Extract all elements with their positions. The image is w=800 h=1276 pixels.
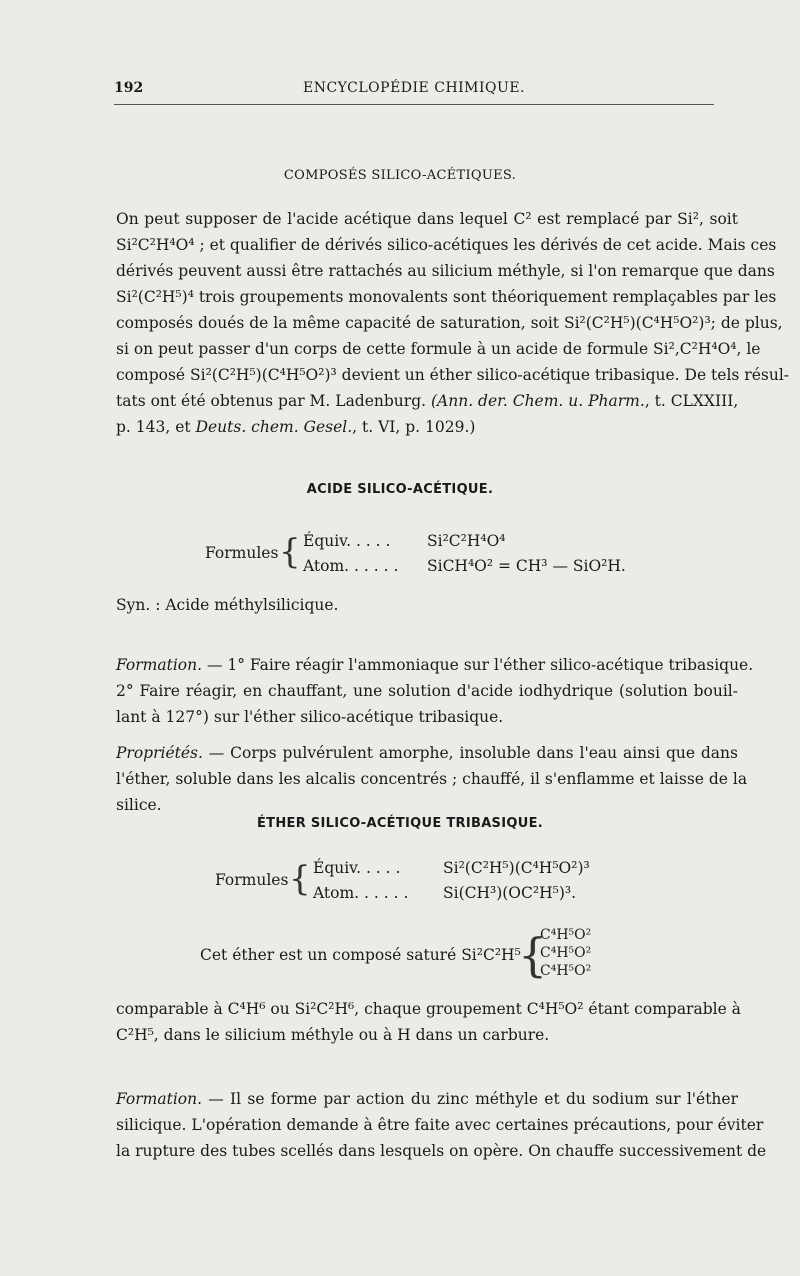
text-line: 2° Faire réagir, en chauffant, une solution d'acide iodhydrique (solution bouil- bbox=[116, 682, 738, 700]
text-line: lant à 127°) sur l'éther silico-acétique tribasique. bbox=[116, 708, 504, 726]
text-line: Formation. — Il se forme par action du zinc méthyle et du sodium sur l'éther bbox=[116, 1090, 738, 1108]
paragraph-composes bbox=[116, 206, 790, 440]
text-line: On peut supposer de l'acide acétique dans lequel C² est remplacé par Si², soit bbox=[116, 210, 738, 228]
group-formula: C⁴H⁵O² bbox=[540, 963, 592, 979]
paragraph-comparable bbox=[116, 996, 741, 1048]
header-rule bbox=[114, 104, 714, 105]
text-line: Propriétés. — Corps pulvérulent amorphe, insoluble dans l'eau ainsi que dans bbox=[116, 744, 738, 762]
synonym-line: Syn. : Acide méthylsilicique. bbox=[116, 596, 339, 614]
formulas-acide bbox=[205, 530, 645, 584]
text-line: p. 143, et Deuts. chem. Gesel., t. VI, p. 1029.) bbox=[116, 418, 476, 436]
text-line: comparable à C⁴H⁶ ou Si²C²H⁶, chaque groupement C⁴H⁵O² étant comparable à bbox=[116, 1000, 741, 1018]
formulas-label: Formules bbox=[215, 871, 289, 889]
paragraph-proprietes bbox=[116, 740, 748, 818]
text-line: composés doués de la même capacité de saturation, soit Si²(C²H⁵)(C⁴H⁵O²)³; de plus, bbox=[116, 314, 783, 332]
ether-text: Cet éther est un composé saturé Si²C²H⁵ bbox=[200, 946, 521, 964]
text-line: silice. bbox=[116, 796, 162, 814]
formulas-label: Formules bbox=[205, 544, 279, 562]
text-line: dérivés peuvent aussi être rattachés au silicium méthyle, si l'on remarque que dans bbox=[116, 262, 775, 280]
text-line: silicique. L'opération demande à être faite avec certaines précautions, pour éviter bbox=[116, 1116, 764, 1134]
page-number: 192 bbox=[114, 80, 144, 96]
text-line: C²H⁵, dans le silicium méthyle ou à H dans un carbure. bbox=[116, 1026, 550, 1044]
brace-symbol: { bbox=[279, 532, 301, 572]
text-line: composé Si²(C²H⁵)(C⁴H⁵O²)³ devient un éther silico-acétique tribasique. De tels résul- bbox=[116, 366, 790, 384]
running-title: ENCYCLOPÉDIE CHIMIQUE. bbox=[303, 80, 525, 96]
text-line: Si²(C²H⁵)⁴ trois groupements monovalents sont théoriquement remplaçables par les bbox=[116, 288, 777, 306]
equiv-formula: Si²C²H⁴O⁴ bbox=[427, 532, 506, 550]
text-line: Formation. — 1° Faire réagir l'ammoniaque sur l'éther silico-acétique tribasique. bbox=[116, 656, 754, 674]
text-line: Si²C²H⁴O⁴ ; et qualifier de dérivés silico-acétiques les dérivés de cet acide. Mais ces bbox=[116, 236, 777, 254]
atom-label: Atom. . . . . . bbox=[313, 884, 409, 902]
group-formula: C⁴H⁵O² bbox=[540, 945, 592, 961]
page-header bbox=[114, 80, 714, 102]
atom-label: Atom. . . . . . bbox=[303, 557, 399, 575]
section-title-acide: ACIDE SILICO-ACÉTIQUE. bbox=[306, 482, 494, 497]
equiv-formula: Si²(C²H⁵)(C⁴H⁵O²)³ bbox=[443, 859, 590, 877]
formulas-ether bbox=[215, 857, 655, 911]
brace-symbol: { bbox=[289, 859, 311, 899]
reference-berichte: Deuts. chem. Gesel. bbox=[195, 418, 353, 436]
equiv-label: Équiv. . . . . bbox=[313, 859, 401, 877]
text-line: si on peut passer d'un corps de cette formule à un acide de formule Si²,C²H⁴O⁴, le bbox=[116, 340, 761, 358]
paragraph-formation-acide bbox=[116, 652, 754, 730]
section-title-composes: COMPOSÉS SILICO-ACÉTIQUES. bbox=[283, 168, 517, 183]
atom-formula: SiCH⁴O² = CH³ — SiO²H. bbox=[427, 557, 626, 575]
text-line: tats ont été obtenus par M. Ladenburg. (Ann. der. Chem. u. Pharm., t. CLXXIII, bbox=[116, 392, 739, 410]
group-stack bbox=[540, 926, 591, 980]
equiv-label: Équiv. . . . . bbox=[303, 532, 391, 550]
text-line: la rupture des tubes scellés dans lesquels on opère. On chauffe successivement de bbox=[116, 1142, 767, 1160]
proprietes-label: Propriétés. bbox=[116, 744, 203, 762]
text-line: l'éther, soluble dans les alcalis concentrés ; chauffé, il s'enflamme et laisse de la bbox=[116, 770, 748, 788]
group-formula: C⁴H⁵O² bbox=[540, 927, 592, 943]
brace-symbol: { bbox=[518, 928, 548, 982]
ether-composition bbox=[200, 924, 620, 990]
formation-label: Formation. bbox=[116, 1090, 203, 1108]
formation-label: Formation. bbox=[116, 656, 203, 674]
section-title-ether: ÉTHER SILICO-ACÉTIQUE TRIBASIQUE. bbox=[256, 816, 543, 831]
reference-annalen: (Ann. der. Chem. u. Pharm. bbox=[431, 392, 645, 410]
atom-formula: Si(CH³)(OC²H⁵)³. bbox=[443, 884, 577, 902]
paragraph-formation-ether bbox=[116, 1086, 767, 1164]
